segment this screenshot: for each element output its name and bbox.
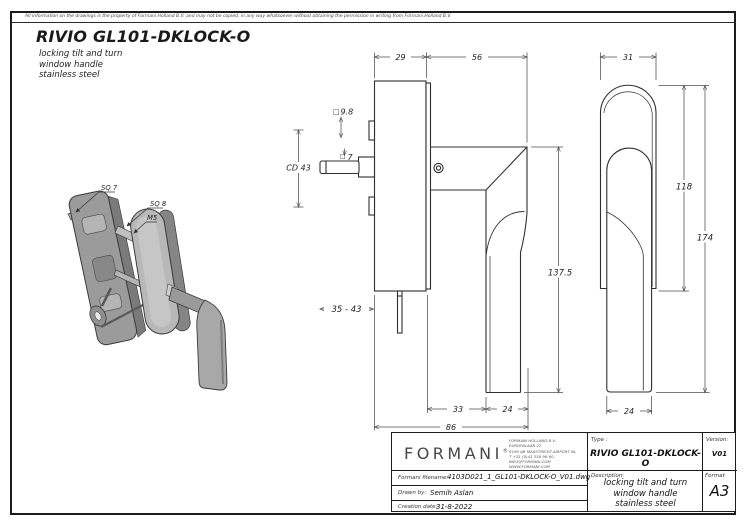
- side-screw-hole: [434, 163, 443, 172]
- titleblock-divider: [392, 485, 587, 486]
- type-value: RIVIO GL101-DKLOCK-O: [590, 449, 701, 469]
- company-address: [509, 438, 576, 470]
- subtitle-line: locking tilt and turn: [39, 49, 123, 59]
- dim-label: 137.5: [547, 268, 573, 279]
- iso-label-sq7: SQ 7: [101, 184, 118, 192]
- formani-logo: FORMANI®: [404, 444, 508, 463]
- side-handle: [431, 147, 528, 393]
- copyright-disclaimer: All information on the drawings is the property of Formani Holland B.V. and may not be copied, in any way whatsoever without obtaining the permission in writing from Formani Holland B.V.: [25, 14, 452, 19]
- title-block: [391, 432, 736, 512]
- dim-label: 24: [623, 407, 635, 416]
- dim-label: 7: [347, 153, 353, 162]
- dim-label: 56: [471, 53, 483, 62]
- dim-label: 31: [622, 53, 634, 62]
- dim-label: 35 - 43: [331, 305, 362, 315]
- side-spindle-boss: [359, 157, 375, 177]
- dim-label: 118: [675, 182, 693, 193]
- type-label: Type :: [591, 437, 608, 443]
- format-label: Format: [705, 473, 725, 479]
- version-label: Version:: [706, 437, 729, 443]
- drawnby-value: Semih Aslan: [430, 488, 474, 497]
- version-value: V01: [711, 450, 728, 458]
- front-view: [601, 85, 657, 392]
- iso-label-sq8: SQ 8: [150, 200, 167, 208]
- dim-label: 9.8: [340, 107, 354, 117]
- format-value: A3: [709, 482, 730, 500]
- drawnby-label: Drawn by:: [398, 490, 427, 496]
- description-value: [589, 478, 702, 510]
- filename-label: Formani filename:: [398, 474, 449, 481]
- creation-date-label: Creation date:: [398, 504, 438, 510]
- side-view: [320, 81, 527, 393]
- description-line: stainless steel: [615, 499, 676, 509]
- subtitle-line: window handle: [39, 59, 103, 70]
- dim-label: 174: [696, 233, 714, 244]
- iso-view: [68, 184, 227, 390]
- drawing-title: RIVIO GL101-DKLOCK-O: [36, 27, 251, 46]
- side-plate: [375, 81, 427, 291]
- address-line: FORMANI HOLLAND B.V.: [509, 438, 556, 443]
- dim-label: CD 43: [286, 163, 311, 173]
- iso-label-m5: M5: [147, 214, 158, 222]
- registered-mark: ®: [502, 448, 508, 455]
- dim-label: 24: [502, 405, 513, 414]
- titleblock-divider: [587, 433, 588, 511]
- description-line: window handle: [613, 488, 678, 499]
- titleblock-divider: [392, 500, 587, 501]
- subtitle-line: stainless steel: [39, 70, 100, 80]
- dim-label: 33: [452, 405, 464, 414]
- creation-date-value: 31-8-2022: [436, 502, 473, 511]
- square-symbol: □: [340, 153, 346, 160]
- address-line: T +31 (0)43 358 98 60: [509, 453, 554, 459]
- iso-handle: [166, 284, 227, 390]
- address-line: EUROPALAAN 22: [509, 443, 542, 449]
- square-symbol: □: [333, 108, 340, 116]
- titleblock-divider: [392, 470, 737, 471]
- front-handle: [607, 148, 652, 392]
- address-line: WWW.FORMANI.COM: [509, 464, 550, 470]
- filename-value: 4103D021_1_GL101-DKLOCK-O_V01.dwg: [447, 473, 591, 481]
- address-line: INFO@FORMANI.COM: [509, 459, 551, 465]
- dim-label: 29: [395, 53, 406, 62]
- address-line: 6199 AB MAASTRICHT-AIRPORT NL: [509, 448, 577, 454]
- description-line: locking tilt and turn: [603, 478, 688, 488]
- description-label: Description:: [591, 473, 625, 479]
- side-bottom-pin: [398, 291, 403, 333]
- dim-label: 86: [445, 423, 457, 432]
